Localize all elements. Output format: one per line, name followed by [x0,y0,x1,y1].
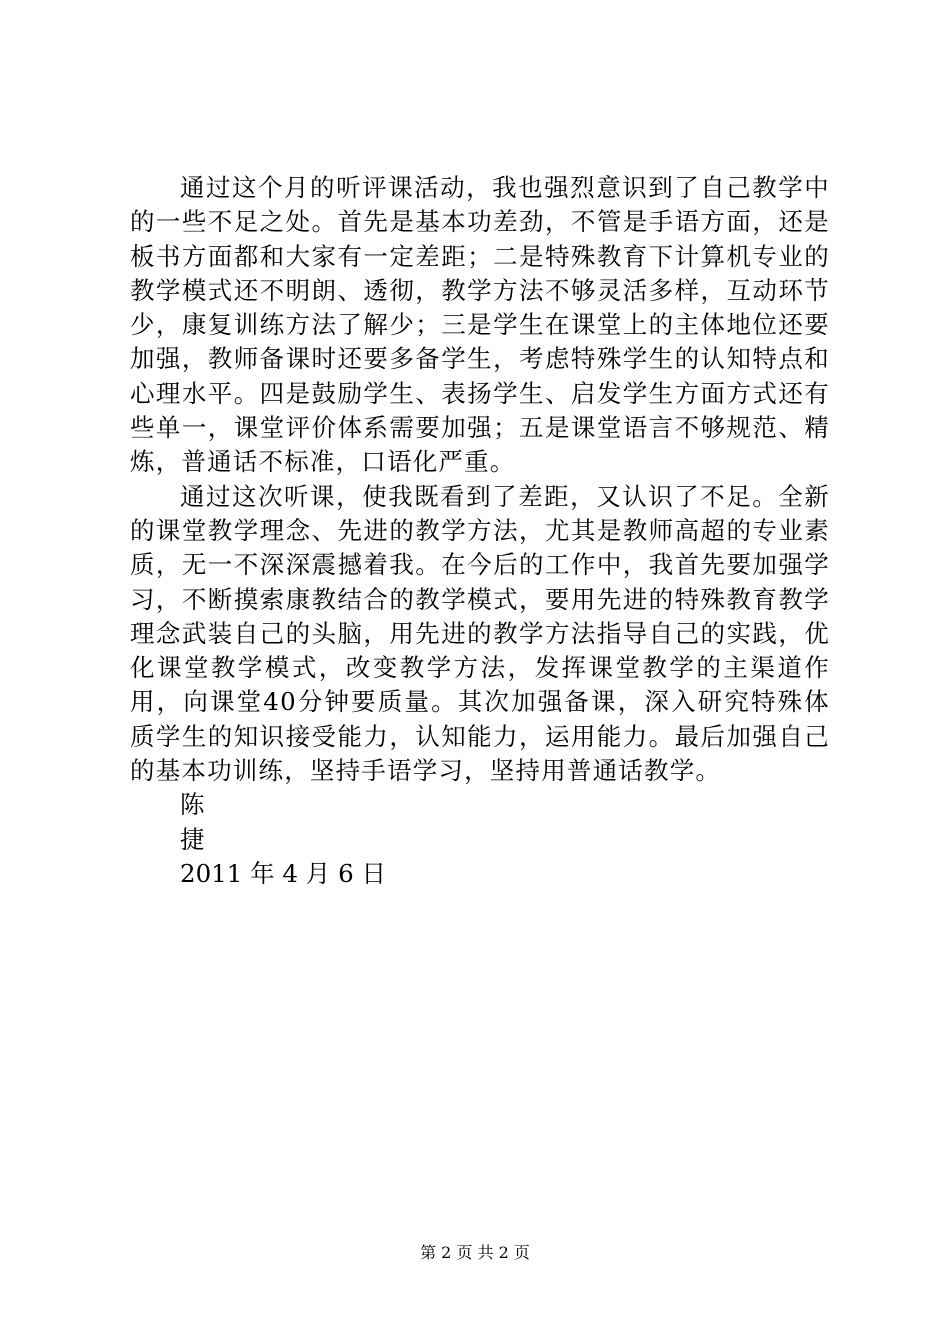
signature-line-2: 捷 [180,824,206,854]
signature-line-1: 陈 [180,790,206,820]
signature-date: 2011 年 4 月 6 日 [180,858,386,888]
document-body [130,171,830,891]
page-footer: 第 2 页 共 2 页 [420,1243,530,1262]
paragraph-1: 通过这个月的听评课活动，我也强烈意识到了自己教学中的一些不足之处。首先是基本功差劲，不管是手语方面，还是板书方面都和大家有一定差距；二是特殊教育下计算机专业的教学模式还不明朗、透彻，教学方法不够灵活多样，互动环节少，康复训练方法了解少；三是学生在课堂上的主体地位还要加强，教师备课时还要多备学生，考虑特殊学生的认知特点和心理水平。四是鼓励学生、表扬学生、启发学生方面方式还有些单一，课堂评价体系需要加强；五是课堂语言不够规范、精炼，普通话不标准，口语化严重。 [130,173,830,477]
paragraph-2: 通过这次听课，使我既看到了差距，又认识了不足。全新的课堂教学理念、先进的教学方法，尤其是教师高超的专业素质，无一不深深震撼着我。在今后的工作中，我首先要加强学习，不断摸索康教结合的教学模式，要用先进的特殊教育教学理念武装自己的头脑，用先进的教学方法指导自己的实践，优化课堂教学模式，改变教学方法，发挥课堂教学的主渠道作用，向课堂40分钟要质量。其次加强备课，深入研究特殊体质学生的知识接受能力，认知能力，运用能力。最后加强自己的基本功训练，坚持手语学习，坚持用普通话教学。 [130,481,830,786]
